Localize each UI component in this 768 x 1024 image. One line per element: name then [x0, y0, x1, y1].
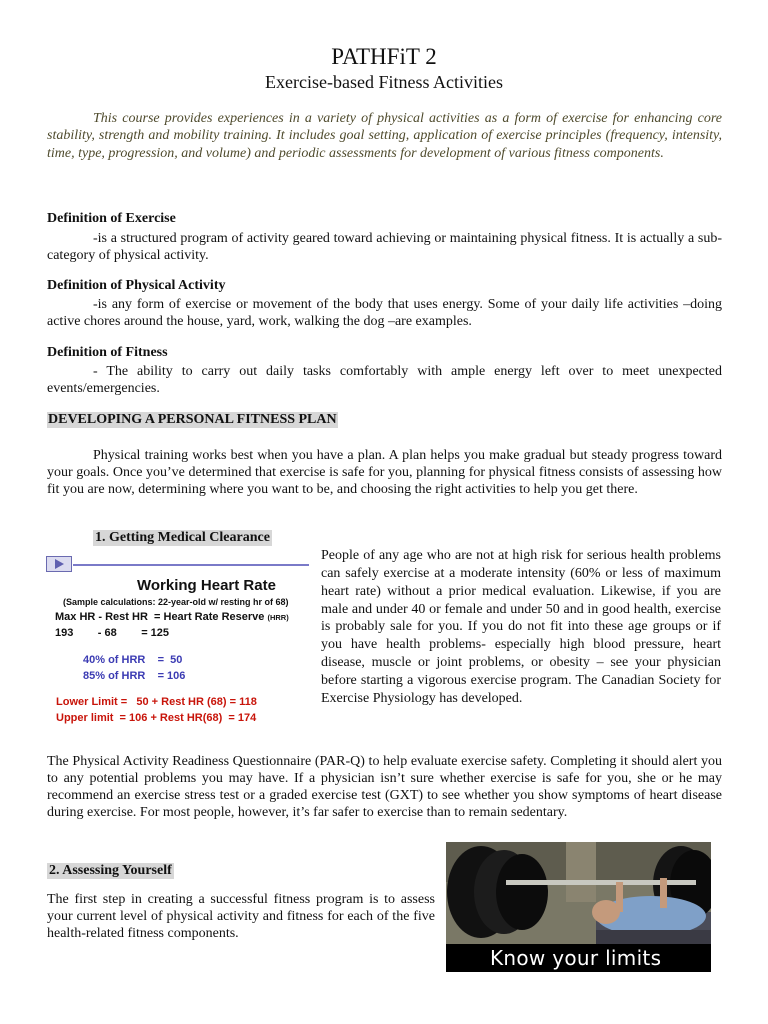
- slide-divider: [73, 564, 309, 566]
- hrr-abbreviation: (HRR): [267, 613, 289, 622]
- page-title: PATHFiT 2: [331, 44, 437, 69]
- medical-clearance-heading: 1. Getting Medical Clearance: [95, 530, 270, 545]
- page-subtitle: Exercise-based Fitness Activities: [265, 72, 503, 92]
- upper-limit: Upper limit = 106 + Rest HR(68) = 174: [56, 712, 257, 724]
- working-heart-rate-title: Working Heart Rate: [137, 577, 276, 594]
- lower-limit: Lower Limit = 50 + Rest HR (68) = 118: [56, 696, 257, 708]
- sample-calculation-note: (Sample calculations: 22-year-old w/ resting hr of 68): [63, 597, 289, 607]
- definition-physical-activity-heading: Definition of Physical Activity: [47, 278, 226, 293]
- parq-paragraph: The Physical Activity Readiness Questionnaire (PAR-Q) to help evaluate exercise safety. Completing it should alert you to any potential problems you may have. If a physician isn’t sure whether exercise is safe for you, she or he may recommend an exercise stress test or a graded exercise test (GXT) to see whether you show symptoms of heart disease during exercise. For most people, however, it’s far safer to exercise than to remain sedentary.: [47, 754, 722, 820]
- definition-exercise-text: -is a structured program of activity geared toward achieving or maintaining physical fitness. It is actually a sub-category of physical activity.: [47, 231, 722, 263]
- course-description: This course provides experiences in a variety of physical activities as a form of exercise for enhancing core stability, strength and mobility training. It includes goal setting, application of exercise principles (frequency, intensity, time, type, progression, and volume) and periodic assessments for development of various fitness components.: [47, 111, 722, 161]
- definition-exercise-heading: Definition of Exercise: [47, 211, 176, 226]
- assessing-yourself-paragraph: The first step in creating a successful fitness program is to assess your current level of physical activity and fitness for each of the five health-related fitness components.: [47, 892, 435, 941]
- definition-fitness-heading: Definition of Fitness: [47, 345, 168, 360]
- medical-clearance-paragraph: People of any age who are not at high risk for serious health problems can safely exercise at a moderate intensity (60% or less of maximum heart rate) without a prior medical evaluation. Likewise, if you are male and under 40 or female and under 50 and in good health, exercise is probably sale for you. If you do not fit into these age groups or if you have health problems- especially high blood pressure, heart disease, muscle or joint problems, or obesity – see your physician before starting a vigorous exercise program. The Canadian Society for Exercise Physiology has developed.: [321, 548, 721, 706]
- definition-fitness-text: - The ability to carry out daily tasks comfortably with ample energy left over to meet unexpected events/emergencies.: [47, 364, 722, 396]
- definition-physical-activity-text: -is any form of exercise or movement of the body that uses energy. Some of your daily life activities –doing active chores around the house, yard, work, walking the dog –are examples.: [47, 297, 722, 329]
- fitness-plan-paragraph: Physical training works best when you have a plan. A plan helps you make gradual but steady progress toward your goals. Once you’ve determined that exercise is safe for you, planning for physical fitness consists of assessing how fit you are now, determining where you want to be, and choosing the right activities to help you get there.: [47, 448, 722, 497]
- hrr-40-percent: 40% of HRR = 50: [83, 654, 183, 666]
- photo-caption: Know your limits: [490, 946, 662, 970]
- hrr-formula-text: Max HR - Rest HR = Heart Rate Reserve: [55, 611, 268, 623]
- bench-press-photo: [446, 842, 711, 972]
- fitness-plan-heading: DEVELOPING A PERSONAL FITNESS PLAN: [48, 412, 337, 427]
- assessing-yourself-heading: 2. Assessing Yourself: [49, 863, 172, 878]
- hrr-85-percent: 85% of HRR = 106: [83, 670, 186, 682]
- hrr-formula: [55, 611, 289, 623]
- hrr-values: 193 - 68 = 125: [55, 627, 170, 639]
- play-icon: [46, 556, 72, 572]
